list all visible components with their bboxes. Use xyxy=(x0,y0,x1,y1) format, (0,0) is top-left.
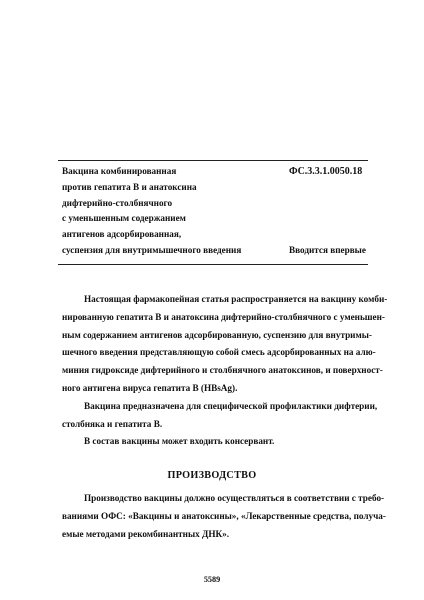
paragraph-line: ным содержанием антигенов адсорбированную, суспензию для внутримы- xyxy=(62,329,372,340)
paragraph-line: Настоящая фармакопейная статья распространяется на вакцину комби- xyxy=(84,294,388,304)
paragraph-production xyxy=(62,490,386,543)
paragraph-line: Производство вакцины должно осуществляться в соответствии с требо- xyxy=(84,493,385,503)
section-heading: ПРОИЗВОДСТВО xyxy=(167,470,257,481)
monograph-code: ФС.3.3.1.0050.18 xyxy=(289,166,363,177)
paragraph-line: Вакцина предназначена для специфической профилактики дифтерии, xyxy=(84,401,378,411)
header-bottom-rule xyxy=(58,264,368,265)
monograph-title-line: дифтерийно-столбнячного xyxy=(62,197,173,208)
page-number: 5589 xyxy=(203,575,221,584)
monograph-title-line: с уменьшенным содержанием xyxy=(62,213,186,224)
paragraph-line: В состав вакцины может входить консервант. xyxy=(84,436,275,446)
paragraph-line: столбняка и гепатита В. xyxy=(62,418,163,429)
paragraph-scope xyxy=(62,291,388,398)
monograph-title-line: суспензия для внутримышечного введения xyxy=(62,244,242,255)
paragraph-preservative xyxy=(62,433,366,451)
paragraph-purpose xyxy=(62,398,378,434)
monograph-title-line: антигенов адсорбированная, xyxy=(62,229,182,240)
paragraph-line: миния гидроксиде дифтерийного и столбнячного анатоксинов, и поверхност- xyxy=(62,365,383,376)
monograph-status: Вводится впервые xyxy=(289,245,366,255)
paragraph-line: шечного введения представляющую собой смесь адсорбированных на алю- xyxy=(62,347,376,358)
paragraph-line: ваниями ОФС: «Вакцины и анатоксины», «Лекарственные средства, получа- xyxy=(62,510,386,521)
monograph-title-line: против гепатита В и анатоксина xyxy=(62,181,197,192)
monograph-title xyxy=(62,164,282,259)
paragraph-line: нированную гепатита В и анатоксина дифтерийно-столбнячного с уменьшен- xyxy=(62,311,385,322)
header-top-rule xyxy=(58,160,368,161)
monograph-title-line: Вакцина комбинированная xyxy=(62,166,177,176)
paragraph-line: ного антигена вируса гепатита В (HBsAg). xyxy=(62,382,238,393)
paragraph-line: емые методами рекомбинантных ДНК». xyxy=(62,528,230,539)
